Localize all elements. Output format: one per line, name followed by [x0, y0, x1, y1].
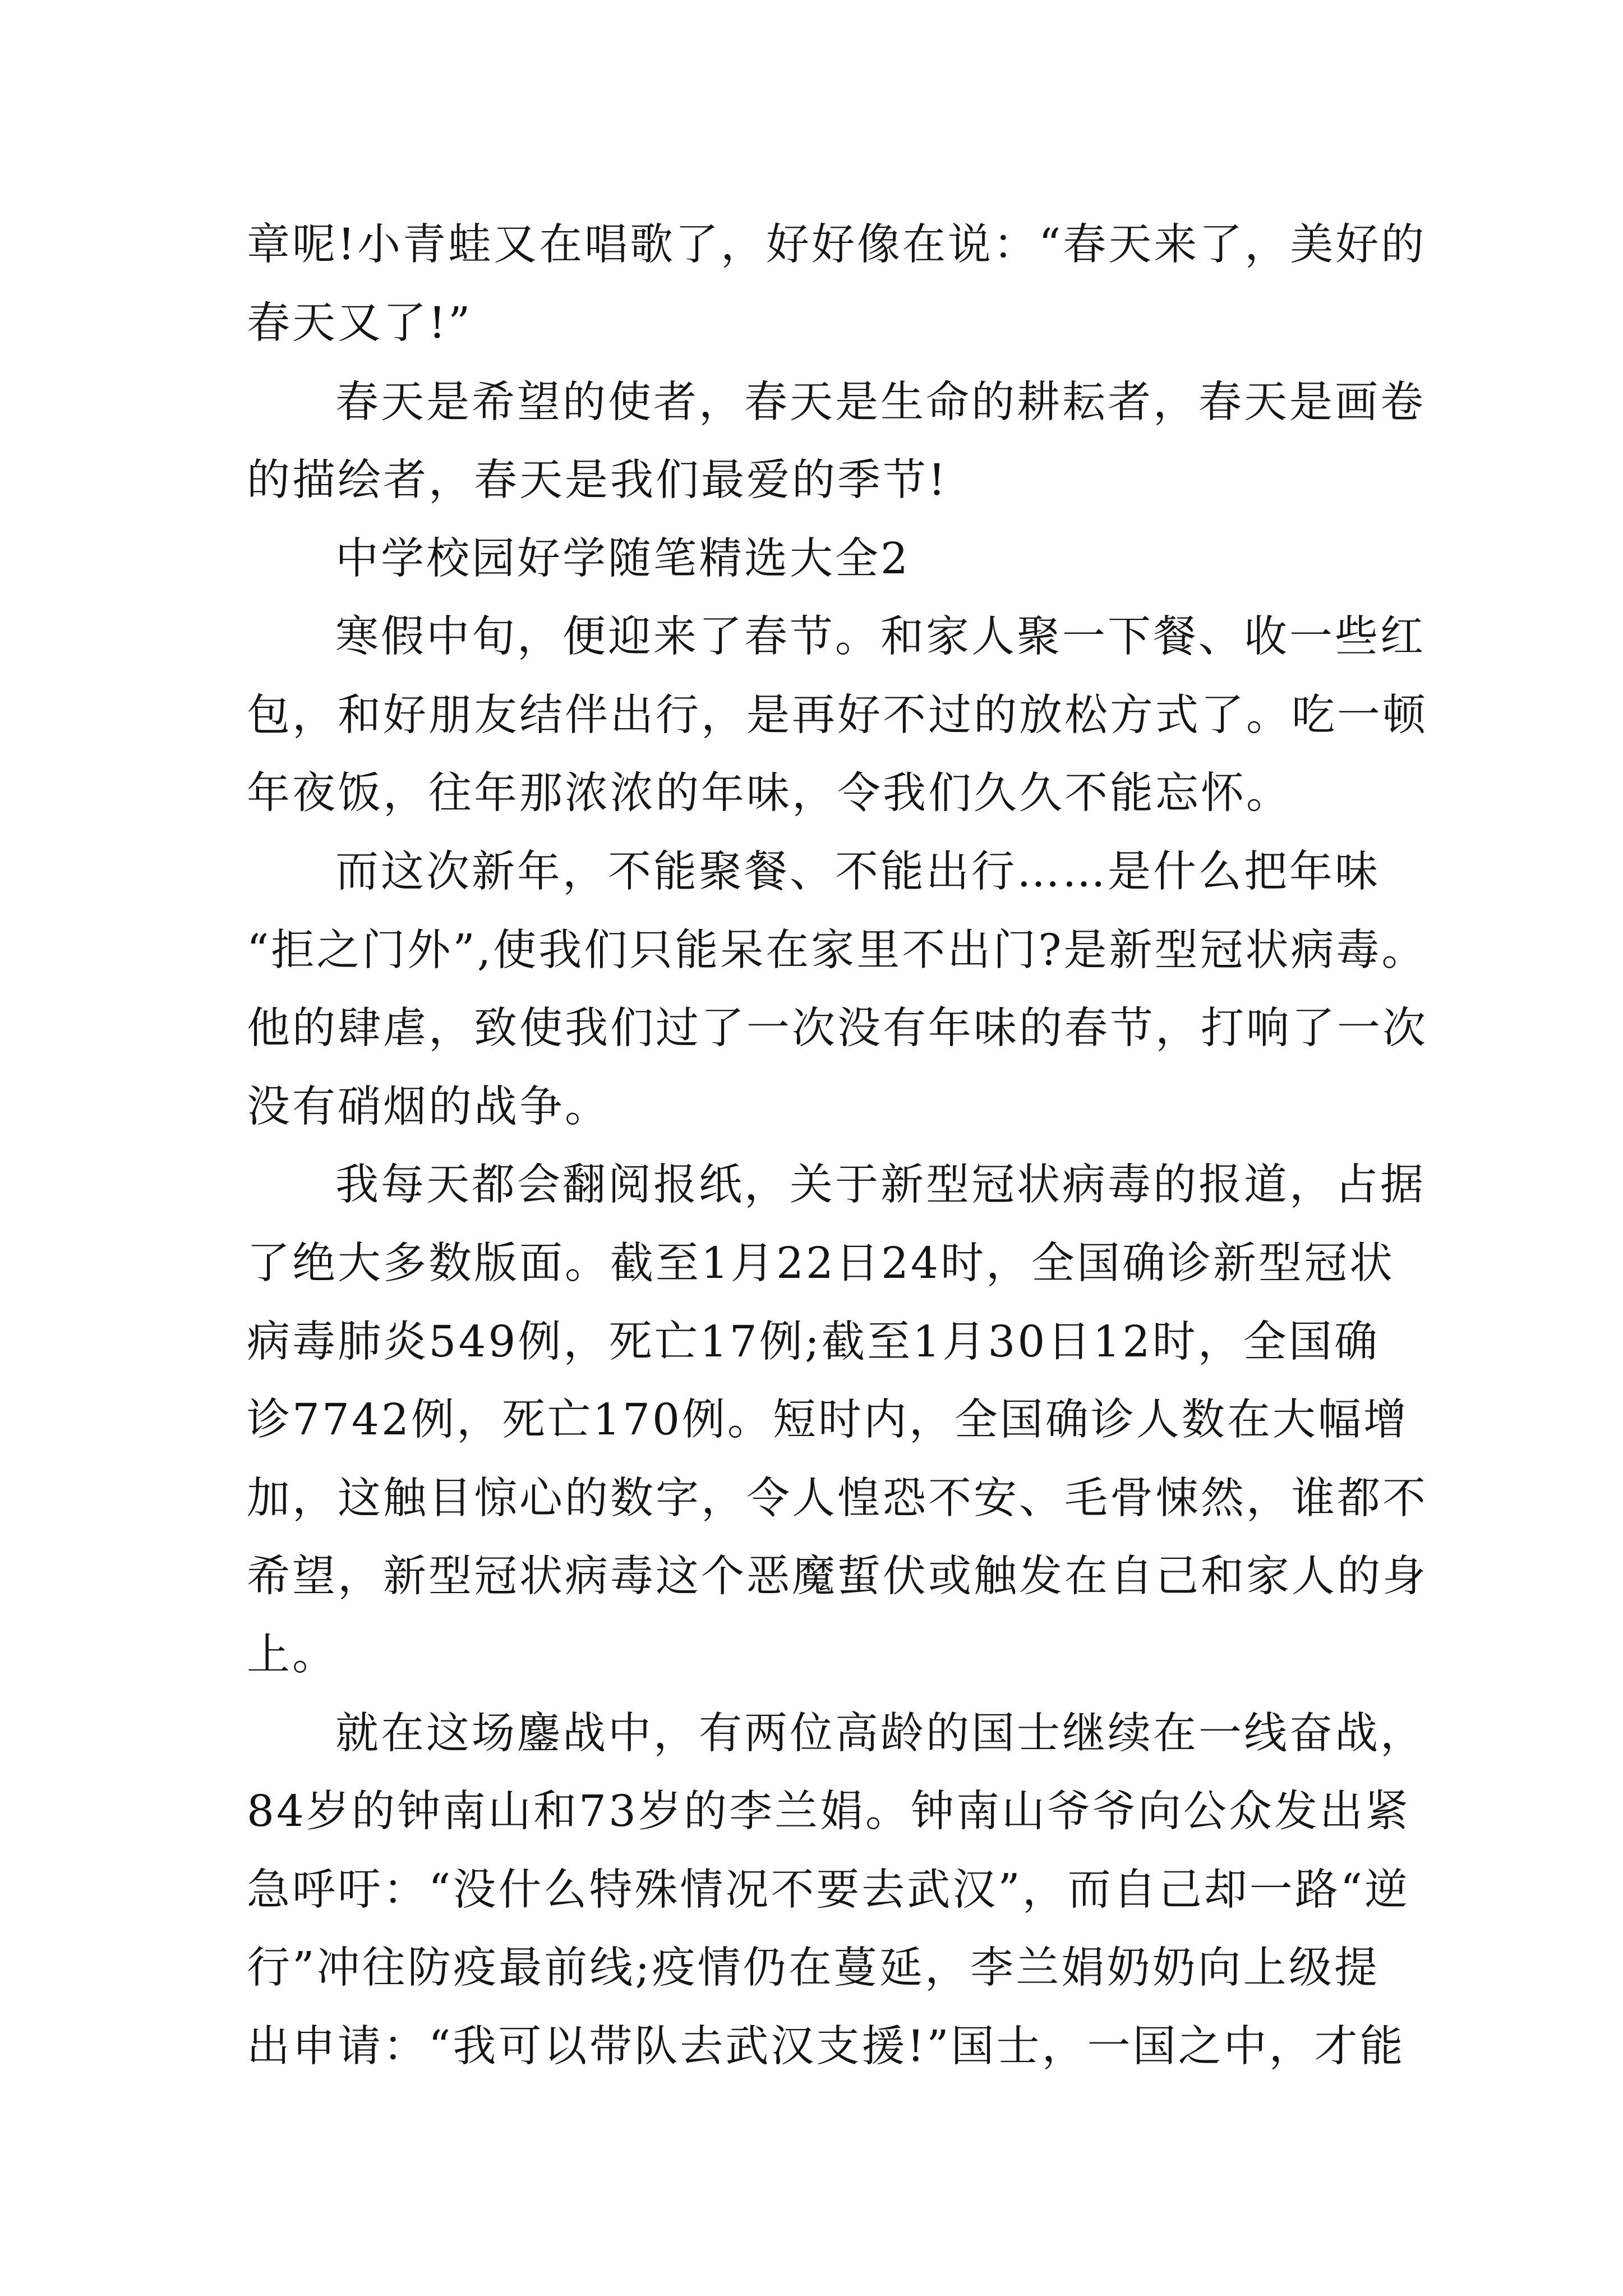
- text-line: 而这次新年，不能聚餐、不能出行……是什么把年味: [335, 847, 1380, 897]
- text-line: 的描绘者，春天是我们最爱的季节!: [247, 455, 948, 505]
- text-line: 病毒肺炎549例，死亡17例;截至1月30日12时，全国确: [247, 1317, 1380, 1367]
- text-line: 就在这场鏖战中，有两位高龄的国士继续在一线奋战，: [335, 1709, 1426, 1759]
- text-line: 希望，新型冠状病毒这个恶魔蜇伏或触发在自己和家人的身: [247, 1552, 1428, 1602]
- text-line: 年夜饭，往年那浓浓的年味，令我们久久不能忘怀。: [247, 769, 1292, 818]
- text-line: 行”冲往防疫最前线;疫情仍在蔓延，李兰娟奶奶向上级提: [247, 1943, 1380, 1993]
- text-line: 诊7742例，死亡170例。短时内，全国确诊人数在大幅增: [247, 1395, 1409, 1445]
- text-line: 春天是希望的使者，春天是生命的耕耘者，春天是画卷: [335, 378, 1426, 427]
- text-line: “拒之门外”,使我们只能呆在家里不出门?是新型冠状病毒。: [247, 926, 1427, 976]
- text-line: 春天又了!”: [247, 298, 473, 348]
- text-line: 章呢!小青蛙又在唱歌了，好好像在说：“春天来了，美好的: [247, 220, 1427, 270]
- text-line: 没有硝烟的战争。: [247, 1082, 610, 1132]
- text-line: 加，这触目惊心的数字，令人惶恐不安、毛骨悚然，谁都不: [247, 1474, 1428, 1524]
- text-line: 84岁的钟南山和73岁的李兰娟。钟南山爷爷向公众发出紧: [247, 1787, 1410, 1837]
- text-line: 出申请：“我可以带队去武汉支援!”国士，一国之中，才能: [247, 2022, 1405, 2072]
- text-line: 他的肆虐，致使我们过了一次没有年味的春节，打响了一次: [247, 1004, 1428, 1053]
- section-heading: 中学校园好学随笔精选大全2: [335, 534, 910, 584]
- text-line: 了绝大多数版面。截至1月22日24时，全国确诊新型冠状: [247, 1239, 1395, 1289]
- text-line: 上。: [247, 1630, 338, 1680]
- text-line: 寒假中旬，便迎来了春节。和家人聚一下餐、收一些红: [335, 612, 1426, 662]
- text-line: 急呼吁：“没什么特殊情况不要去武汉”，而自己却一路“逆: [247, 1865, 1410, 1915]
- text-line: 包，和好朋友结伴出行，是再好不过的放松方式了。吃一顿: [247, 691, 1428, 740]
- text-line: 我每天都会翻阅报纸，关于新型冠状病毒的报道，占据: [335, 1160, 1426, 1210]
